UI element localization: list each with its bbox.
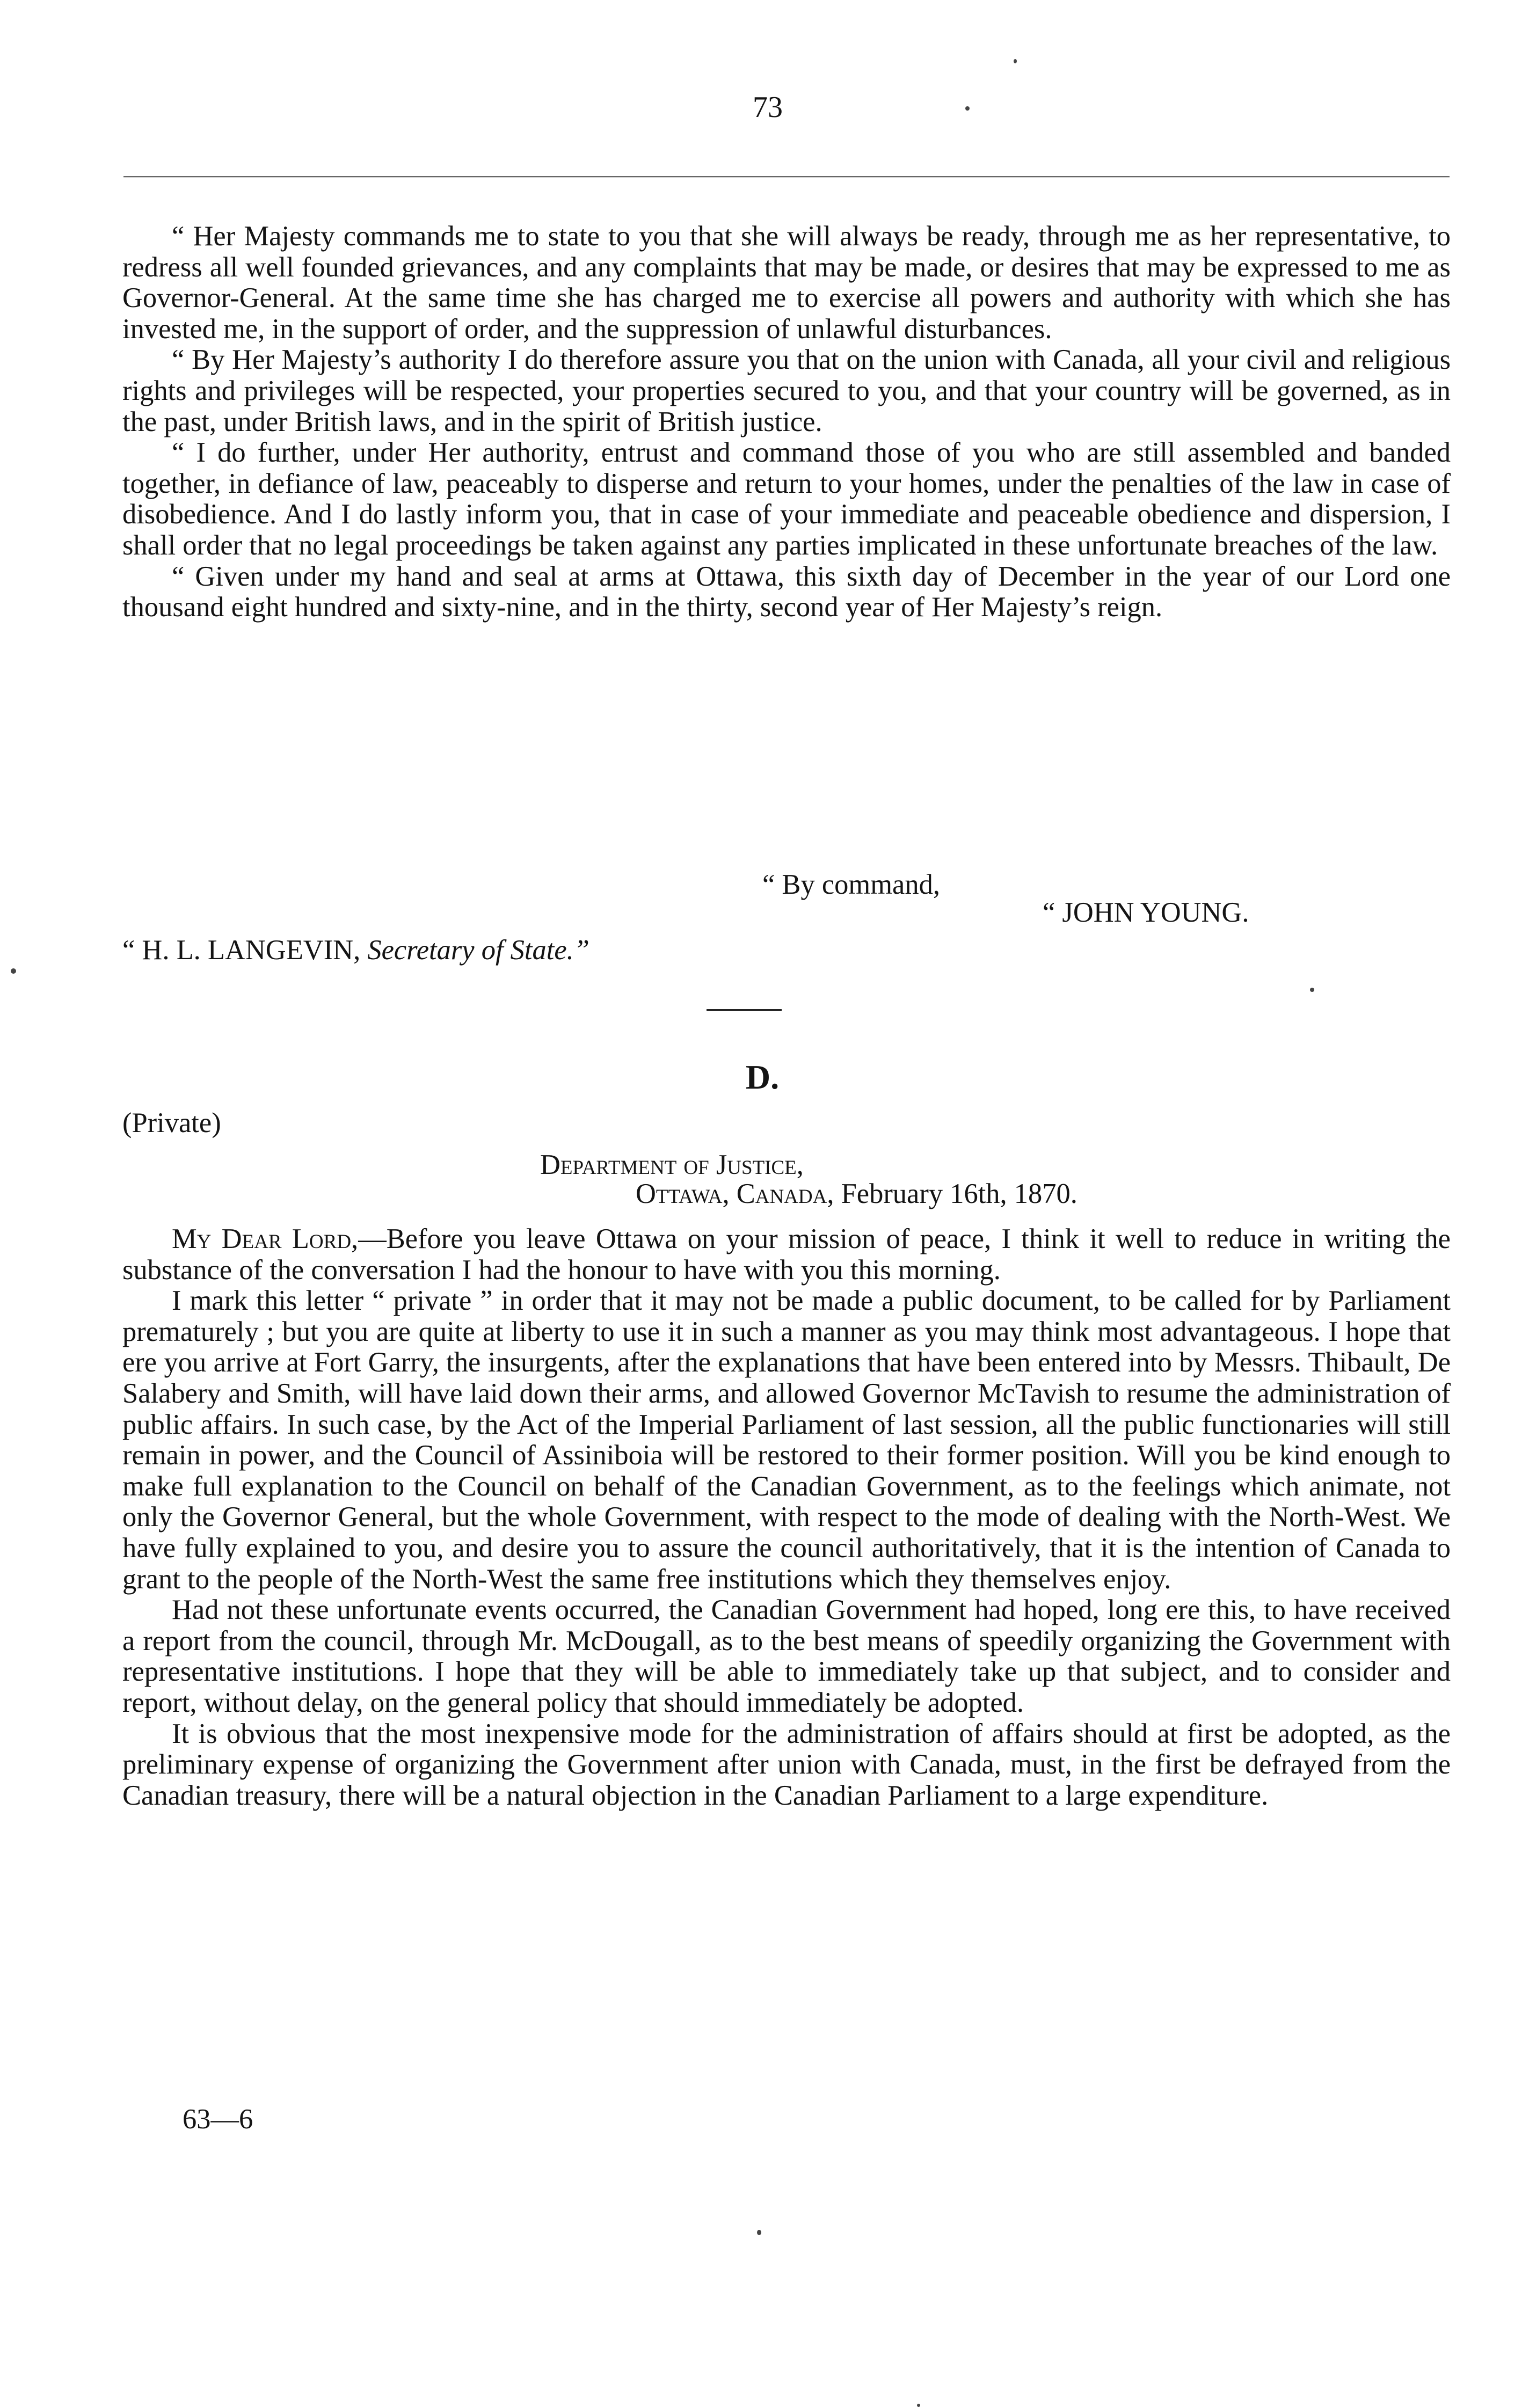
proclamation-paragraph: “ By Her Majesty’s authority I do therefore assure you that on the union with Canada, all your civil and religious rights and privileges will be respected, your properties secured to you, and that your country will be governed, as in the past, under British laws, and in the spirit of British justice. (122, 344, 1451, 437)
header-rule (123, 176, 1450, 178)
secretary-title: Secretary of State.” (367, 935, 589, 966)
letter-paragraph: Had not these unfortunate events occurred, the Canadian Government had hoped, long ere this, to have received a report from the council, through Mr. McDougall, as to the best means of speedily organizing the Government with representative institutions. I hope that they will be able to immediately take up that subject, and to consider and report, without delay, on the general policy that should immediately be adopted. (122, 1594, 1451, 1718)
letter-paragraph: It is obvious that the most inexpensive mode for the administration of affairs should at first be adopted, as the preliminary expense of organizing the Government after union with Canada, must, in the first be defrayed from the Canadian treasury, there will be a natural objection in the Canadian Parliament to a large expenditure. (122, 1718, 1451, 1811)
letter-body (122, 1224, 1451, 1811)
proclamation-paragraph: “ Her Majesty commands me to state to you that she will always be ready, through me as her representative, to redress all well founded grievances, and any complaints that may be made, or desires that may be expressed to me as Governor-General. At the same time she has charged me to exercise all powers and authority with which she has invested me, in the support of order, and the suppression of unlawful disturbances. (122, 221, 1451, 345)
proclamation-body (122, 221, 1451, 623)
scan-speck (965, 106, 970, 111)
proclamation-paragraph: “ Given under my hand and seal at arms at Ottawa, this sixth day of December in the year of our Lord one thousand eight hundred and sixty-nine, and in the thirty, second year of Her Majesty’s reign. (122, 560, 1451, 623)
letter-place: Ottawa, Canada, (636, 1178, 834, 1209)
letter-opening-text: —Before you leave Ottawa on your mission of peace, I think it well to reduce in writing the substance of the conversation I had the honour to have with you this morning. (122, 1223, 1451, 1286)
section-heading: D. (745, 1058, 780, 1096)
secretary-name: “ H. L. LANGEVIN, (122, 935, 361, 966)
scan-speck (757, 2230, 761, 2235)
signer-name: “ JOHN YOUNG. (1043, 897, 1249, 928)
by-command: “ By command, (762, 869, 940, 900)
letter-salutation: My Dear Lord, (172, 1223, 359, 1254)
proclamation-paragraph: “ I do further, under Her authority, entrust and command those of you who are still assembled and banded together, in defiance of law, peaceably to disperse and return to your homes, under the penalties of the law in case of disobedience. And I do lastly inform you, that in case of your immediate and peaceable obedience and dispersion, I shall order that no legal proceedings be taken against any parties implicated in these unfortunate breaches of the law. (122, 437, 1451, 561)
letter-date: February 16th, 1870. (841, 1178, 1077, 1209)
section-separator (707, 1009, 782, 1011)
secretary-signature (122, 935, 589, 966)
letter-paragraph (122, 1224, 1451, 1286)
letter-place-date (636, 1179, 1077, 1210)
private-label: (Private) (122, 1107, 221, 1139)
signature-mark: 63—6 (183, 2104, 253, 2135)
scan-speck (917, 2404, 920, 2407)
scan-speck (1014, 59, 1017, 63)
scan-speck (11, 968, 16, 974)
scan-speck (1310, 988, 1314, 992)
letter-paragraph: I mark this letter “ private ” in order that it may not be made a public document, to be called for by Parliament prematurely ; but you are quite at liberty to use it in such a manner as you may think most advantageous. I hope that ere you arrive at Fort Garry, the insurgents, after the explanations that have been entered into by Messrs. Thibault, De Salabery and Smith, will have laid down their arms, and allowed Governor McTavish to resume the administration of public affairs. In such case, by the Act of the Imperial Parliament of last session, all the public functionaries will still remain in power, and the Council of Assiniboia will be restored to their former position. Will you be kind enough to make full explanation to the Council on behalf of the Canadian Government, as to the feelings which animate, not only the Governor General, but the whole Government, with respect to the mode of dealing with the North-West. We have fully explained to you, and desire you to assure the council authoritatively, that it is the intention of Canada to grant to the people of the North-West the same free institutions which they themselves enjoy. (122, 1285, 1451, 1595)
letter-department: Department of Justice, (540, 1149, 804, 1180)
page-number: 73 (753, 91, 783, 124)
